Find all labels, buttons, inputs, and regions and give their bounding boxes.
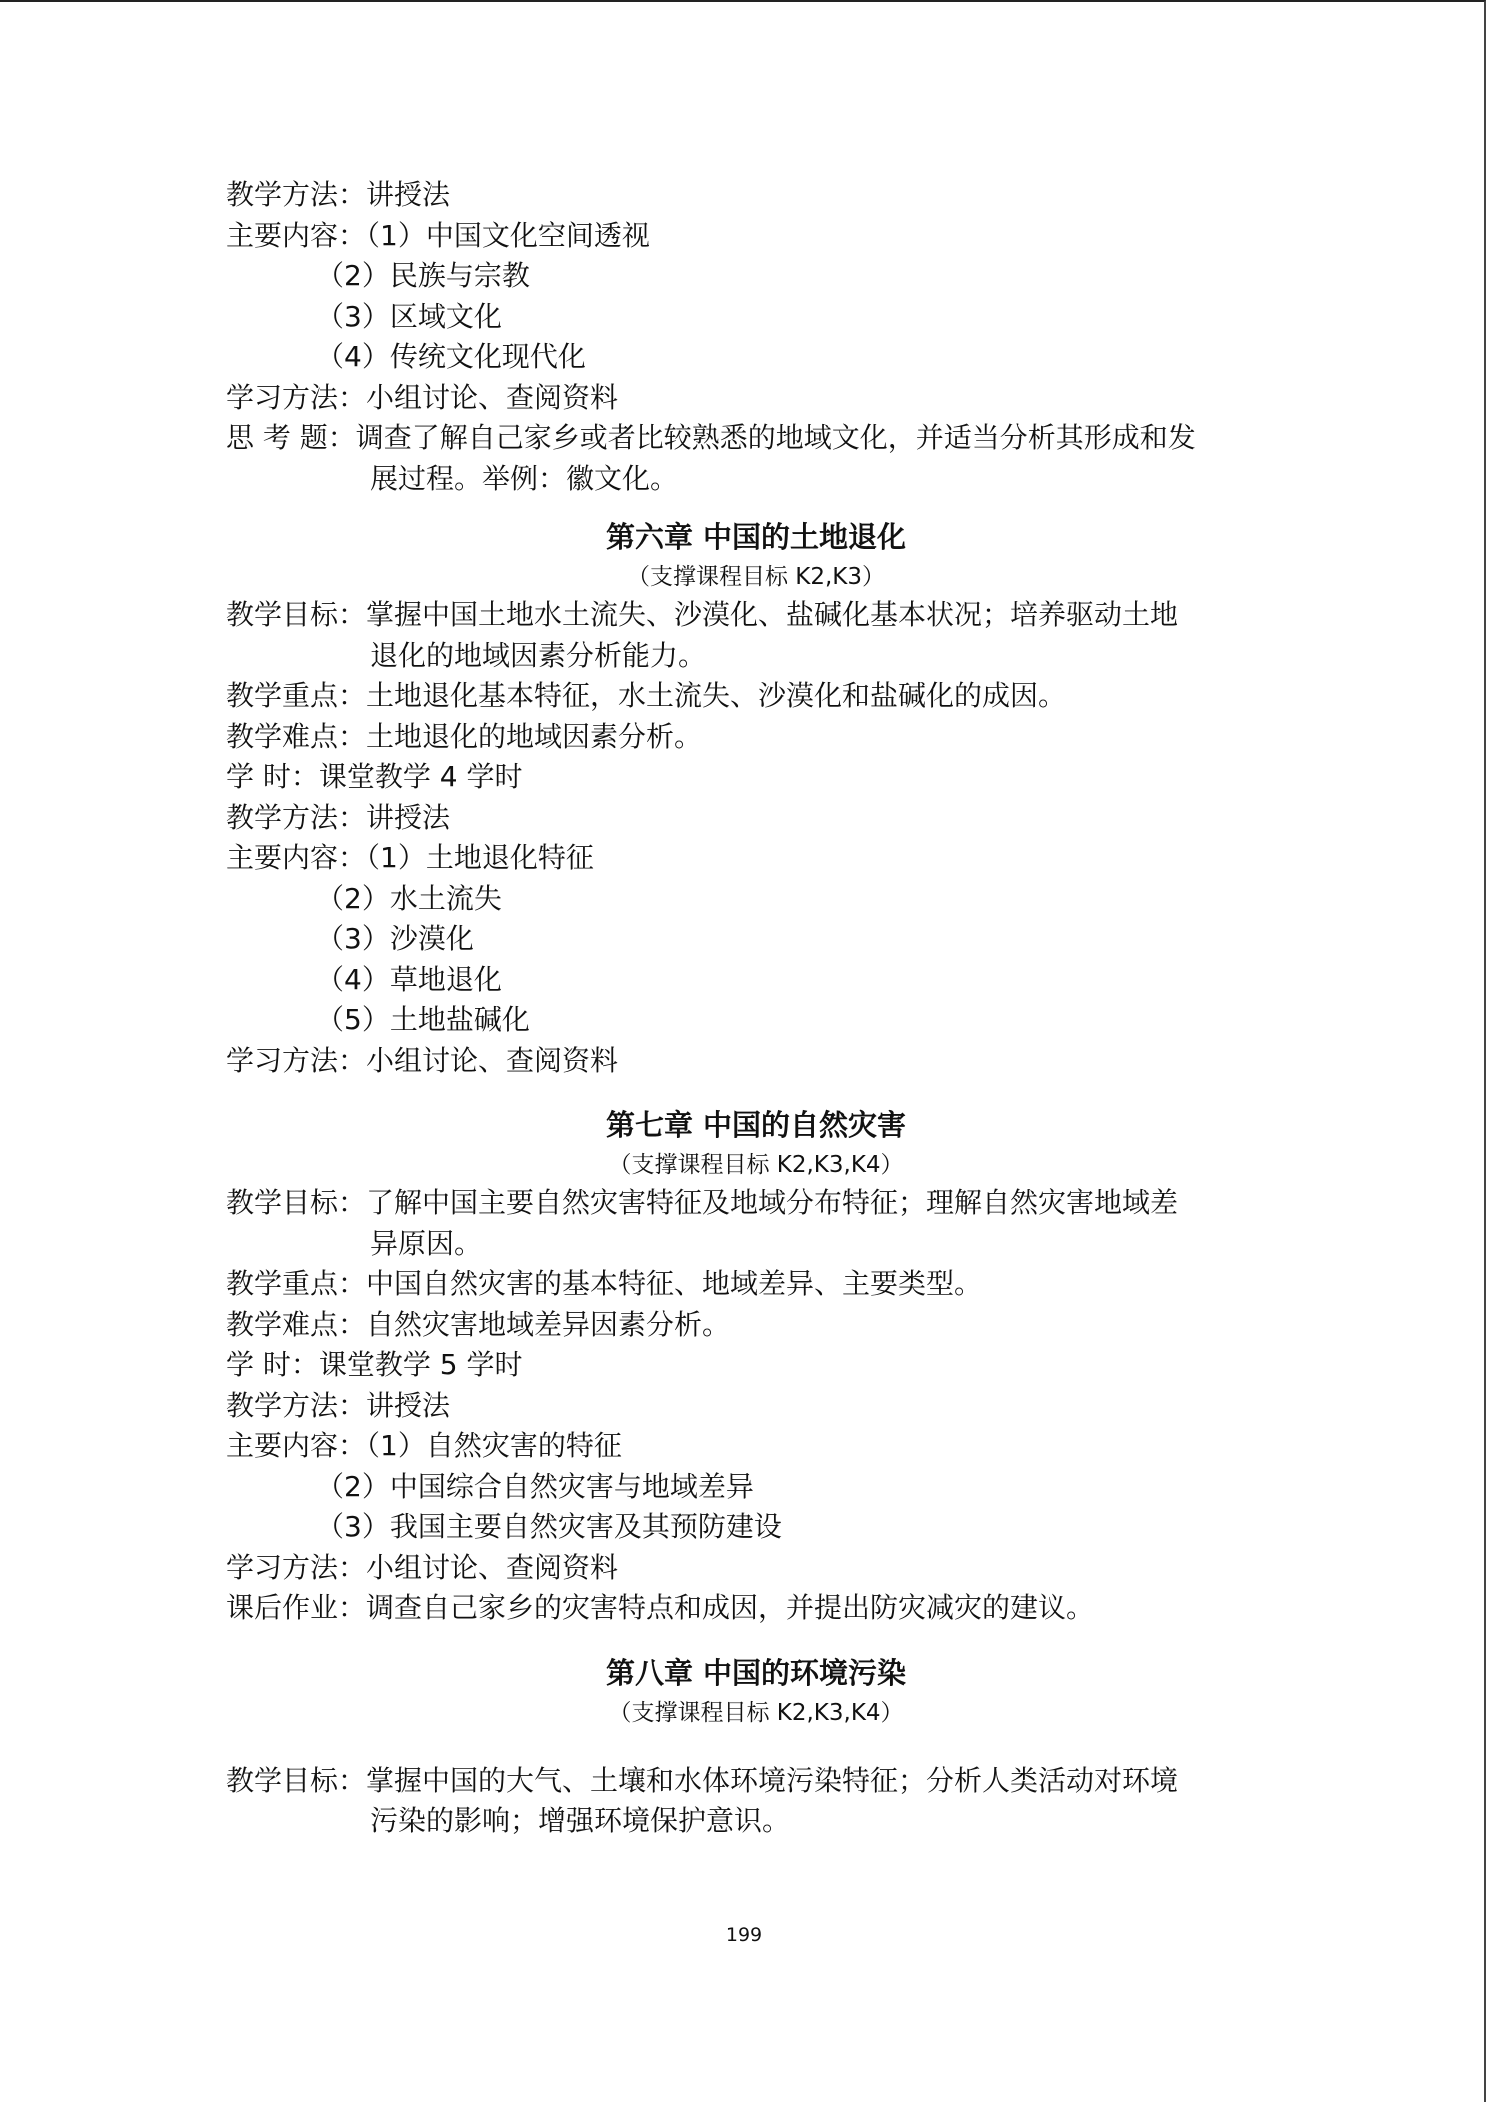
hours-line: 学 时：课堂教学 5 学时 — [226, 1348, 523, 1381]
goal-line: 教学目标：掌握中国的大气、土壤和水体环境污染特征；分析人类活动对环境 — [226, 1763, 1179, 1797]
chapter-6-subtitle: （支撑课程目标 K2,K3） — [626, 564, 886, 590]
focus-line: 教学重点：土地退化基本特征，水土流失、沙漠化和盐碱化的成因。 — [226, 679, 1067, 712]
content-item: （4）草地退化 — [316, 962, 502, 996]
think-question-line: 思 考 题：调查了解自己家乡或者比较熟悉的地域文化，并适当分析其形成和发 — [226, 421, 1196, 454]
hours-line: 学 时：课堂教学 4 学时 — [226, 760, 523, 793]
content-item: （3）沙漠化 — [316, 922, 474, 955]
chapter-6-title: 第六章 中国的土地退化 — [605, 520, 907, 554]
difficulty-line: 教学难点：土地退化的地域因素分析。 — [226, 719, 703, 753]
chapter-7-subtitle: （支撑课程目标 K2,K3,K4） — [608, 1152, 904, 1178]
spacer — [226, 1731, 1266, 1761]
teach-method-line: 教学方法：讲授法 — [226, 1388, 451, 1422]
goal-continuation: 污染的影响；增强环境保护意识。 — [370, 1804, 791, 1837]
chapter-8-subtitle: （支撑课程目标 K2,K3,K4） — [608, 1699, 904, 1726]
content-item: （4）传统文化现代化 — [316, 340, 586, 373]
goal-continuation: 退化的地域因素分析能力。 — [370, 638, 707, 672]
content-item: （2）民族与宗教 — [316, 259, 530, 292]
goal-line: 教学目标：了解中国主要自然灾害特征及地域分布特征；理解自然灾害地域差 — [226, 1186, 1179, 1219]
study-method-line: 学习方法：小组讨论、查阅资料 — [226, 380, 619, 414]
content-item: （2）中国综合自然灾害与地域差异 — [316, 1469, 754, 1503]
teach-method-line: 教学方法：讲授法 — [226, 178, 451, 211]
focus-line: 教学重点：中国自然灾害的基本特征、地域差异、主要类型。 — [226, 1267, 983, 1300]
think-question-continuation: 展过程。举例：徽文化。 — [370, 461, 679, 495]
main-content-line: 主要内容：（1）自然灾害的特征 — [226, 1429, 622, 1462]
content-item: （3）我国主要自然灾害及其预防建设 — [316, 1510, 782, 1543]
chapter-8-title: 第八章 中国的环境污染 — [605, 1655, 907, 1690]
study-method-line: 学习方法：小组讨论、查阅资料 — [226, 1043, 619, 1077]
document-body — [226, 175, 1266, 1842]
teach-method-line: 教学方法：讲授法 — [226, 800, 451, 834]
study-method-line: 学习方法：小组讨论、查阅资料 — [226, 1550, 619, 1584]
goal-line: 教学目标：掌握中国土地水土流失、沙漠化、盐碱化基本状况；培养驱动土地 — [226, 598, 1179, 631]
main-content-line: 主要内容：（1）土地退化特征 — [226, 841, 594, 874]
content-item: （5）土地盐碱化 — [316, 1003, 530, 1036]
main-content-line: 主要内容：（1）中国文化空间透视 — [226, 218, 650, 252]
page-number: 199 — [725, 1924, 763, 1946]
chapter-7-title: 第七章 中国的自然灾害 — [605, 1108, 907, 1142]
difficulty-line: 教学难点：自然灾害地域差异因素分析。 — [226, 1307, 731, 1341]
content-item: （2）水土流失 — [316, 881, 502, 915]
content-item: （3）区域文化 — [316, 299, 502, 333]
goal-continuation: 异原因。 — [370, 1226, 483, 1260]
homework-line: 课后作业：调查自己家乡的灾害特点和成因，并提出防灾减灾的建议。 — [226, 1591, 1095, 1624]
